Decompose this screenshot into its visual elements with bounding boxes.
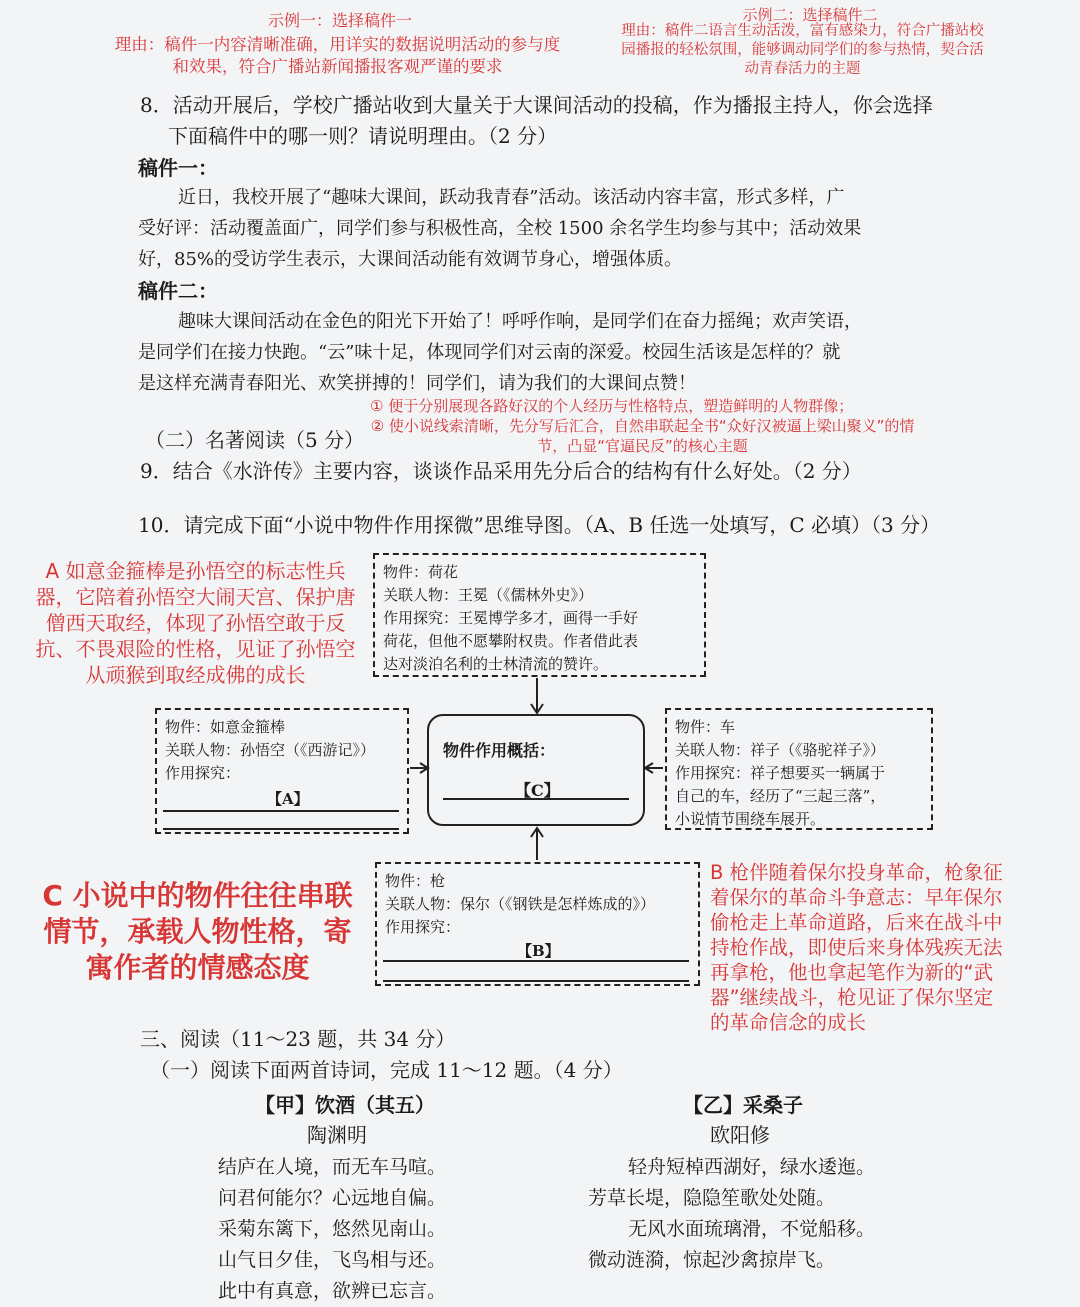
poem-a-line-5: 此中有真意，欲辨已忘言。 — [218, 1280, 447, 1302]
q9-text: 9．结合《水浒传》主要内容，谈谈作品采用先分后合的结构有什么好处。（2 分） — [140, 459, 862, 483]
draft1-line2: 受好评：活动覆盖面广，同学们参与积极性高，全校 1500 余名学生均参与其中；活动效果 — [138, 218, 862, 239]
right-person: 关联人物：祥子（《骆驼祥子》） — [675, 741, 886, 759]
draft1-line1: 近日，我校开展了“趣味大课间，跃动我青春”活动。该活动内容丰富，形式多样，广 — [178, 187, 845, 208]
poem-b-title: 【乙】采桑子 — [683, 1093, 803, 1117]
poem-b-line-2: 芳草长堤，隐隐笙歌处处随。 — [588, 1187, 836, 1209]
mindmap-bottom-box — [375, 862, 700, 986]
right-item: 物件：车 — [675, 718, 736, 736]
center-blank: 【C】 — [515, 781, 560, 800]
bottom-answer-line-1 — [383, 960, 689, 962]
left-blank: 【A】 — [267, 790, 309, 808]
top-explore-3: 达对淡泊名利的士林清流的赞许。 — [383, 655, 609, 673]
mindmap-center-box — [427, 714, 645, 826]
answer-c: C 小说中的物件往往串联情节，承载人物性格，寄寓作者的情感态度 — [42, 879, 353, 984]
poem-a-line-4: 山气日夕佳，飞鸟相与还。 — [218, 1249, 447, 1271]
right-explore-1: 作用探究：祥子想要买一辆属于 — [675, 764, 886, 782]
draft1-line3: 好，85%的受访学生表示，大课间活动能有效调节身心，增强体质。 — [138, 249, 683, 270]
poem-b-line-1: 轻舟短棹西湖好，绿水逶迤。 — [628, 1156, 876, 1178]
draft2-line1: 趣味大课间活动在金色的阳光下开始了！呼呼作响，是同学们在奋力摇绳；欢声笑语， — [178, 311, 862, 332]
bottom-blank: 【B】 — [517, 942, 560, 960]
poem-a-line-1: 结庐在人境，而无车马喧。 — [218, 1156, 447, 1178]
left-answer-line-2 — [163, 828, 399, 830]
bottom-person: 关联人物：保尔（《钢铁是怎样炼成的》） — [385, 895, 656, 913]
mindmap-left-box — [155, 708, 409, 834]
center-title: 物件作用概括： — [443, 741, 556, 760]
right-explore-2: 自己的车，经历了“三起三落”， — [675, 787, 886, 805]
draft2-line3: 是这样充满青春阳光、欢笑拼搏的！同学们，请为我们的大课间点赞！ — [138, 373, 696, 394]
mindmap-right-box — [665, 708, 933, 830]
draft2-line2: 是同学们在接力快跑。“云”味十足，体现同学们对云南的深爱。校园生活该是怎样的？就 — [138, 342, 841, 363]
draft2-label: 稿件二： — [138, 279, 218, 303]
section2-heading: （二）名著阅读（5 分） — [145, 428, 365, 452]
draft1-label: 稿件一： — [138, 156, 218, 180]
bottom-explore: 作用探究： — [385, 918, 461, 936]
example2-reason: 理由：稿件二语言生动活泼，富有感染力，符合广播站校园播报的轻松氛围，能够调动同学们的参与热情，契合活动青春活力的主题 — [621, 23, 984, 77]
example1-title: 示例一：选择稿件一 — [267, 11, 412, 30]
answer-b: B 枪伴随着保尔投身革命，枪象征着保尔的革命斗争意志：早年保尔偷枪走上革命道路，后来在战斗中持枪作战，即使后来身体残疾无法再拿枪，他也拿起笔作为新的“武器”继续战斗，枪见证了保尔坚定的革命信念的成长 — [710, 861, 1003, 1034]
q8-line2: 下面稿件中的哪一则？请说明理由。（2 分） — [168, 124, 558, 148]
poem-a-line-3: 采菊东篱下，悠然见南山。 — [218, 1218, 447, 1240]
center-answer-line — [443, 798, 629, 800]
left-item: 物件：如意金箍棒 — [165, 718, 286, 736]
q8-line1: 8．活动开展后，学校广播站收到大量关于大课间活动的投稿，作为播报主持人，你会选择 — [140, 93, 933, 117]
section3-sub: （一）阅读下面两首诗词，完成 11～12 题。（4 分） — [150, 1058, 623, 1082]
q9-answer-1: ① 便于分别展现各路好汉的个人经历与性格特点，塑造鲜明的人物群像； — [370, 397, 854, 415]
example1-reason: 理由：稿件一内容清晰准确，用详实的数据说明活动的参与度和效果，符合广播站新闻播报客观严谨的要求 — [114, 35, 561, 76]
bottom-item: 物件：枪 — [385, 872, 446, 890]
q9-answer-2: ② 使小说线索清晰，先分写后汇合，自然串联起全书“众好汉被逼上梁山聚义”的情节，凸显“官逼民反”的核心主题 — [370, 417, 915, 455]
poem-b-author: 欧阳修 — [710, 1123, 770, 1147]
left-explore: 作用探究： — [165, 764, 241, 782]
example2-title: 示例二：选择稿件二 — [742, 6, 878, 24]
poem-a-title: 【甲】饮酒（其五） — [255, 1093, 435, 1117]
left-person: 关联人物：孙悟空（《西游记》） — [165, 741, 376, 759]
top-explore-2: 荷花，但他不愿攀附权贵。作者借此表 — [383, 632, 639, 650]
bottom-answer-line-2 — [383, 980, 689, 982]
top-item: 物件：荷花 — [383, 563, 459, 581]
answer-a: A 如意金箍棒是孙悟空的标志性兵器，它陪着孙悟空大闹天宫、保护唐僧西天取经，体现了孙悟空敢于反抗、不畏艰险的性格，见证了孙悟空从顽猴到取经成佛的成长 — [35, 559, 356, 687]
right-explore-3: 小说情节围绕车展开。 — [675, 810, 826, 828]
poem-b-line-4: 微动涟漪，惊起沙禽掠岸飞。 — [588, 1249, 836, 1271]
q10-text: 10．请完成下面“小说中物件作用探微”思维导图。（A、B 任选一处填写，C 必填）（3 分） — [138, 513, 941, 537]
top-explore-1: 作用探究：王冕博学多才，画得一手好 — [383, 609, 639, 627]
top-person: 关联人物：王冕（《儒林外史》） — [383, 586, 594, 604]
section3-heading: 三、阅读（11～23 题，共 34 分） — [140, 1027, 456, 1051]
poem-a-line-2: 问君何能尔？心远地自偏。 — [218, 1187, 447, 1209]
poem-a-author: 陶渊明 — [307, 1123, 367, 1147]
left-answer-line-1 — [163, 810, 399, 812]
poem-b-line-3: 无风水面琉璃滑，不觉船移。 — [628, 1218, 876, 1240]
